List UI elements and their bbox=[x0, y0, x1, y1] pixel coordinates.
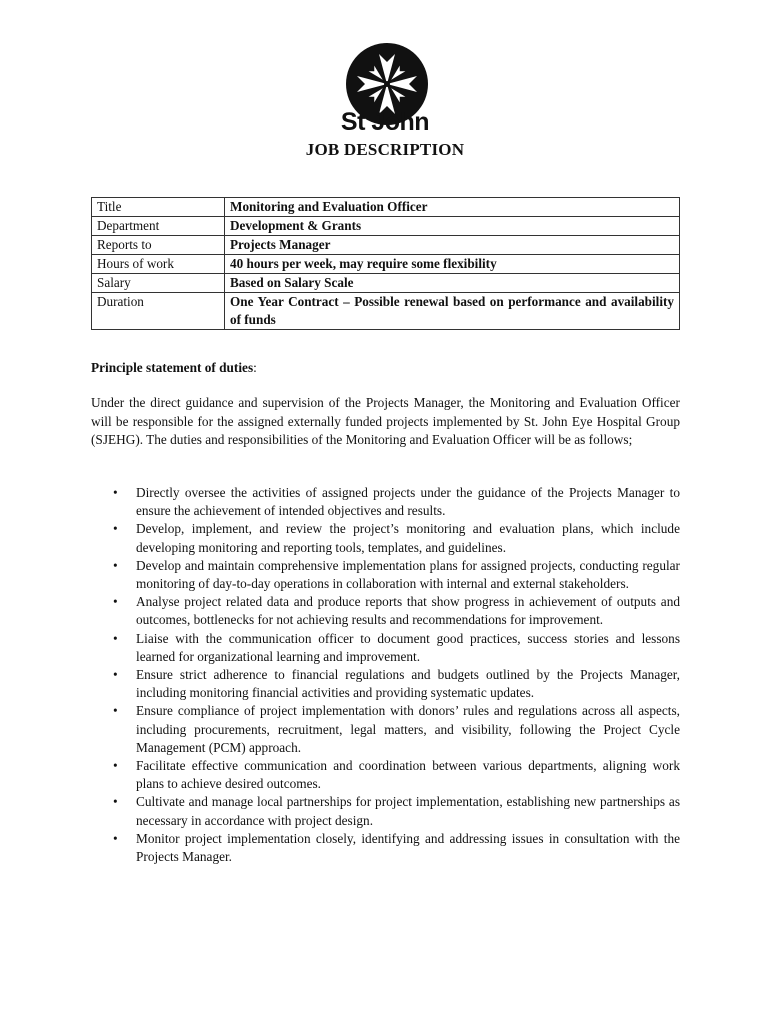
list-item bbox=[91, 666, 680, 702]
bullet-icon: • bbox=[113, 594, 118, 610]
duty-text: Facilitate effective communication and coordination between various departments, aligning work plans to achieve desired outcomes. bbox=[136, 758, 680, 792]
table-row bbox=[92, 217, 680, 236]
section-heading-colon: : bbox=[253, 360, 257, 375]
bullet-icon: • bbox=[113, 485, 118, 500]
page-title: JOB DESCRIPTION bbox=[305, 140, 465, 159]
detail-label: Salary bbox=[92, 274, 225, 293]
list-item bbox=[91, 702, 680, 757]
bullet-icon: • bbox=[113, 830, 118, 846]
list-item bbox=[91, 520, 680, 556]
list-item bbox=[91, 557, 680, 593]
bullet-icon: • bbox=[113, 703, 118, 719]
duties-list bbox=[91, 484, 680, 866]
detail-value: Monitoring and Evaluation Officer bbox=[225, 198, 680, 217]
job-details-table bbox=[91, 197, 680, 330]
detail-value: Based on Salary Scale bbox=[225, 274, 680, 293]
detail-label: Hours of work bbox=[92, 255, 225, 274]
bullet-icon: • bbox=[113, 758, 118, 774]
bullet-icon: • bbox=[113, 521, 118, 537]
duty-text: Cultivate and manage local partnerships for project implementation, establishing new partnerships as necessary in accordance with project design. bbox=[136, 794, 680, 828]
detail-value: 40 hours per week, may require some flexibility bbox=[225, 255, 680, 274]
list-item bbox=[91, 593, 680, 629]
bullet-icon: • bbox=[113, 557, 118, 573]
detail-value: One Year Contract – Possible renewal based on performance and availability of funds bbox=[225, 293, 680, 330]
brand-name: St John bbox=[340, 108, 430, 136]
detail-value: Development & Grants bbox=[225, 217, 680, 236]
bullet-icon: • bbox=[113, 667, 118, 683]
table-row bbox=[92, 198, 680, 217]
detail-value: Projects Manager bbox=[225, 236, 680, 255]
table-row bbox=[92, 274, 680, 293]
list-item bbox=[91, 793, 680, 829]
intro-paragraph: Under the direct guidance and supervision of the Projects Manager, the Monitoring and Evaluation Officer will be responsible for the assigned externally funded projects implemented by St. John Eye Hospital Group (SJEHG). The duties and responsibilities of the Monitoring and Evaluation Officer will be as follows; bbox=[91, 395, 680, 447]
duty-text: Ensure compliance of project implementation with donors’ rules and regulations across all aspects, including procurements, recruitment, legal matters, and visibility, following the Project Cycle Management (PCM) approach. bbox=[136, 703, 680, 755]
bullet-icon: • bbox=[113, 630, 118, 646]
detail-label: Duration bbox=[92, 293, 225, 330]
list-item bbox=[91, 484, 680, 520]
bullet-icon: • bbox=[113, 794, 118, 810]
duty-text: Monitor project implementation closely, identifying and addressing issues in consultation with the Projects Manager. bbox=[136, 830, 680, 865]
table-row bbox=[92, 255, 680, 274]
list-item bbox=[91, 630, 680, 666]
duty-text: Analyse project related data and produce reports that show progress in achievement of outputs and outcomes, bottlenecks for not achieving results and recommendations for improvement. bbox=[136, 594, 680, 628]
detail-label: Reports to bbox=[92, 236, 225, 255]
duty-text: Ensure strict adherence to financial regulations and budgets outlined by the Projects Manager, including monitoring financial activities and providing systematic updates. bbox=[136, 667, 680, 701]
duty-text: Directly oversee the activities of assigned projects under the guidance of the Projects Manager to ensure the achievement of intended objectives and results. bbox=[136, 485, 680, 519]
duty-text: Develop, implement, and review the project’s monitoring and evaluation plans, which include developing monitoring and reporting tools, templates, and guidelines. bbox=[136, 521, 680, 555]
table-row bbox=[92, 293, 680, 330]
detail-label: Title bbox=[92, 198, 225, 217]
detail-label: Department bbox=[92, 217, 225, 236]
list-item bbox=[91, 830, 680, 866]
table-row bbox=[92, 236, 680, 255]
duty-text: Liaise with the communication officer to document good practices, success stories and lessons learned for organizational learning and improvement. bbox=[136, 630, 680, 664]
list-item bbox=[91, 757, 680, 793]
section-heading-text: Principle statement of duties bbox=[91, 360, 254, 375]
section-heading bbox=[91, 360, 257, 376]
duty-text: Develop and maintain comprehensive implementation plans for assigned projects, conducting regular monitoring of day-to-day operations in collaboration with internal and external stakeholders. bbox=[136, 557, 680, 592]
